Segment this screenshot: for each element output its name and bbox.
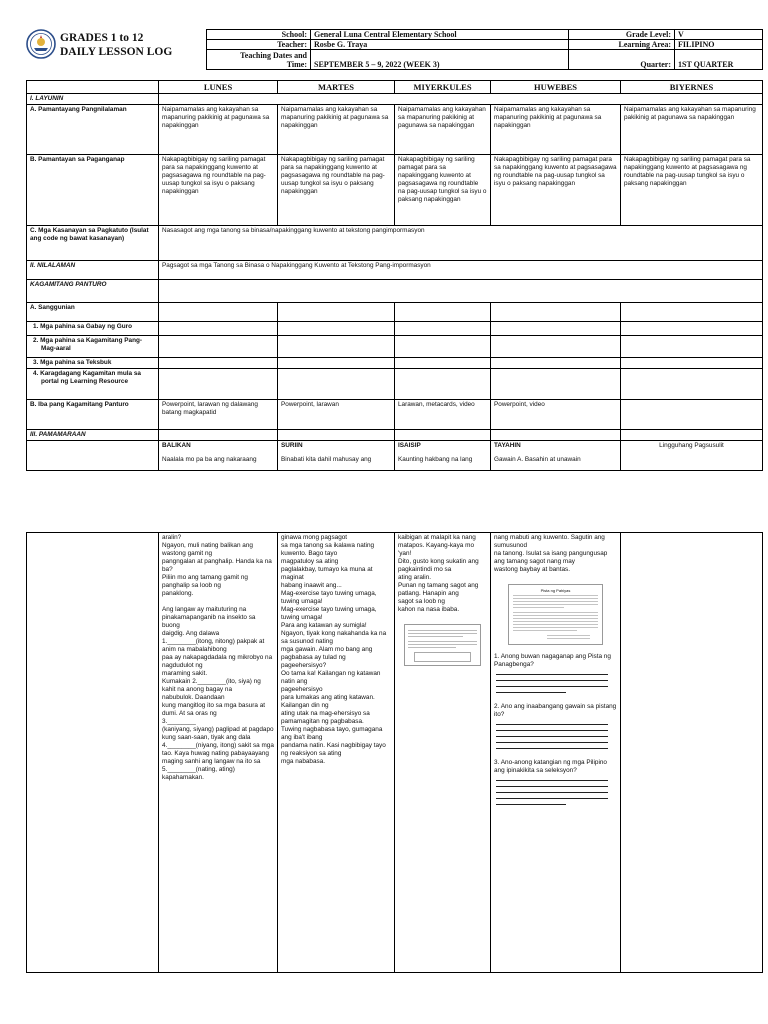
phase-biyernes-title: Lingguhang Pagsusulit xyxy=(659,442,724,449)
kagamitang-mag-aaral-label: 2. Mga pahina sa Kagamitang Pang-Mag-aaral xyxy=(27,336,159,358)
cell xyxy=(621,430,763,441)
pamamaraan-heading: III. PAMAMARAAN xyxy=(27,430,159,441)
b-biyernes: Nakapagbibigay ng sariling pamagat para sa napakinggang kuwento at pagsasagawa ng roundtable na pag-uusap tungkol sa isyu o paksang napakinggan xyxy=(621,155,763,226)
form-title-line1: GRADES 1 to 12 xyxy=(60,32,144,44)
cont-huwebes-text: nang mabuti ang kuwento. Sagutin ang sumusunod na tanong. Isulat sa isang pangungusap ang tamang sagot nang may wastong baybay at bantas. xyxy=(494,534,608,573)
phase-lunes-text: Naalala mo pa ba ang nakaraang xyxy=(162,456,257,463)
phase-lunes-title: BALIKAN xyxy=(162,442,191,449)
grade-label: Grade Level: xyxy=(569,30,675,40)
header-table xyxy=(206,29,763,70)
day-martes: MARTES xyxy=(278,81,395,94)
phase-biyernes xyxy=(621,441,763,471)
question-3: 3. Ano-anong katangian ng mga Pilipino ang ipinakikita sa seleksyon? xyxy=(494,759,607,774)
area-value: FILIPINO xyxy=(675,40,763,50)
phase-martes xyxy=(278,441,395,471)
cell xyxy=(491,322,621,336)
nilalaman-heading: II. NILALAMAN xyxy=(27,261,159,280)
iba-huwebes: Powerpoint, video xyxy=(491,400,621,430)
cell xyxy=(278,430,395,441)
dates-label-line2: Time: xyxy=(286,59,307,69)
kagamitan-empty xyxy=(159,280,763,303)
layunin-heading: I. LAYUNIN xyxy=(27,94,159,105)
cont-martes: ginawa mong pagsagot sa mga tanong sa ikalawa nating kuwento. Bago tayo magpatuloy sa ating paglalakbay, tumayo ka muna at maginat habang inaawit ang... Mag-exercise tayo tuwing umaga, tuwing umaga! Mag-exercise tayo tuwing umaga, tuwing umaga! Para ang katawan ay sumigla! Ngayon, tiyak kong nakahanda ka na sa susunod nating mga gawain. Alam mo bang ang pagbabasa ay tulad ng pageehersisyo? Oo tama ka! Kailangan ng katawan natin ang pageehersisyo para lumakas ang ating katawan. Kailangan din ng ating utak na mag-ehersisyo sa pamamagitan ng pagbabasa. Tuwing nagbabasa tayo, gumagana ang iba't ibang pandama natin. Kasi nagbibigay tayo ng reaksiyon sa ating mga nababasa. xyxy=(278,533,395,973)
cont-miyerkules xyxy=(395,533,491,973)
day-header-row xyxy=(27,81,763,94)
sanggunian-label: A. Sanggunian xyxy=(27,303,159,322)
gabay-guro-label: 1. Mga pahina sa Gabay ng Guro xyxy=(27,322,159,336)
cell xyxy=(621,336,763,358)
iba-pang-kagamitan-label: B. Iba pang Kagamitang Panturo xyxy=(27,400,159,430)
a-lunes: Naipamamalas ang kakayahan sa mapanuring pakikinig at pagunawa sa napakinggan xyxy=(159,105,278,155)
cell xyxy=(491,336,621,358)
kasanayan-label: C. Mga Kasanayan sa Pagkatuto (Isulat ang code ng bawat kasanayan) xyxy=(27,226,159,261)
continuation-table xyxy=(26,532,763,973)
cell xyxy=(395,358,491,369)
nilalaman-text: Pagsagot sa mga Tanong sa Binasa o Napakinggang Kuwento at Tekstong Pang-impormasyon xyxy=(159,261,763,280)
day-huwebes: HUWEBES xyxy=(491,81,621,94)
dates-label xyxy=(207,50,311,70)
area-label: Learning Area: xyxy=(569,40,675,50)
cell xyxy=(159,303,278,322)
day-lunes: LUNES xyxy=(159,81,278,94)
fill-in-worksheet-image xyxy=(404,624,481,666)
b-huwebes: Nakapagbibigay ng sariling pamagat para sa napakinggang kuwento at pagsasagawa ng roundtable na pag-uusap tungkol sa isyu o paksang napakinggan xyxy=(491,155,621,226)
b-martes: Nakapagbibigay ng sariling pamagat para sa napakinggang kuwento at pagsasagawa ng roundtable na pag-uusap tungkol sa isyu o paksang napakinggan xyxy=(278,155,395,226)
cell xyxy=(491,303,621,322)
cell xyxy=(159,430,278,441)
cell xyxy=(278,369,395,400)
phase-martes-text: Binabati kita dahil mahusay ang xyxy=(281,456,372,463)
cell xyxy=(159,336,278,358)
lesson-log-table xyxy=(26,80,763,471)
cell xyxy=(159,358,278,369)
iba-biyernes xyxy=(621,400,763,430)
iba-martes: Powerpoint, larawan xyxy=(278,400,395,430)
cell xyxy=(395,322,491,336)
answer-lines-2 xyxy=(494,724,617,749)
learning-resource-label: 4. Karagdagang Kagamitan mula sa portal ng Learning Resource xyxy=(27,369,159,400)
cell xyxy=(491,369,621,400)
kasanayan-text: Nasasagot ang mga tanong sa binasa/napakinggang kuwento at tekstong pangimpormasyon xyxy=(159,226,763,261)
cell xyxy=(621,369,763,400)
dates-label-line1: Teaching Dates and xyxy=(240,50,307,60)
cell xyxy=(395,369,491,400)
school-label: School: xyxy=(207,30,311,40)
b-lunes: Nakapagbibigay ng sariling pamagat para sa napakinggang kuwento at pagsasagawa ng roundtable na pag-uusap tungkol sa isyu o paksang napakinggan xyxy=(159,155,278,226)
answer-lines-3 xyxy=(494,780,617,805)
a-biyernes: Naipamamalas ang kakayahan sa mapanuring pakikinig at pagunawa sa napakinggan xyxy=(621,105,763,155)
cell xyxy=(621,322,763,336)
question-1: 1. Anong buwan nagaganap ang Pista ng Panagbenga? xyxy=(494,653,611,668)
cell xyxy=(159,322,278,336)
cell xyxy=(278,336,395,358)
cell xyxy=(159,369,278,400)
kagamitan-heading: KAGAMITANG PANTURO xyxy=(27,280,159,303)
pamantayan-paganganap-label: B. Pamantayan sa Paganganap xyxy=(27,155,159,226)
cell xyxy=(278,303,395,322)
cell xyxy=(395,303,491,322)
cell xyxy=(491,358,621,369)
layunin-empty xyxy=(159,94,763,105)
cell xyxy=(621,358,763,369)
quarter-value: 1ST QUARTER xyxy=(675,50,763,70)
cont-miyerkules-text: kaibigan at malapit ka nang matapos. Kayang-kaya mo 'yan! Dito, gusto kong sukatin ang pagkaintindi mo sa ating aralin. Punan ng tamang sagot ang patlang. Hanapin ang sagot sa loob ng kahon na nasa ibaba. xyxy=(398,534,479,613)
dates-value: SEPTEMBER 5 – 9, 2022 (WEEK 3) xyxy=(311,50,569,70)
passage-title: Pista ng Pahiyas xyxy=(540,588,571,593)
b-miyerkules: Nakapagbibigay ng sariling pamagat para sa napakinggang kuwento at pagsasagawa ng roundtable na pag-uusap tungkol sa isyu o paksang napakinggan xyxy=(395,155,491,226)
continuation-label-cell xyxy=(27,533,159,973)
phase-huwebes-title: TAYAHIN xyxy=(494,442,521,449)
corner-cell xyxy=(27,81,159,94)
grade-value: V xyxy=(675,30,763,40)
answer-lines-1 xyxy=(494,674,617,693)
phase-miyerkules xyxy=(395,441,491,471)
phase-lunes xyxy=(159,441,278,471)
day-biyernes: BIYERNES xyxy=(621,81,763,94)
phase-huwebes xyxy=(491,441,621,471)
teacher-value: Rosbe G. Traya xyxy=(311,40,569,50)
form-title-line2: DAILY LESSON LOG xyxy=(60,46,173,58)
teksbuk-label: 3. Mga pahina sa Teksbuk xyxy=(27,358,159,369)
a-huwebes: Naipamamalas ang kakayahan sa mapanuring pakikinig at pagunawa sa napakinggan xyxy=(491,105,621,155)
phase-miyerkules-text: Kaunting hakbang na lang xyxy=(398,456,473,463)
reading-passage-image xyxy=(508,584,603,645)
pamamaraan-empty xyxy=(27,441,159,471)
cont-lunes: aralin? Ngayon, muli nating balikan ang wastong gamit ng pangngalan at panghalip. Handa ka na ba? Piliin mo ang tamang gamit ng panghalip sa loob ng panaklong. Ang langaw ay maituturing na pinakamapanganib na insekto sa buong daigdig. Ang dalawa 1.________(itong, nitong) pakpak at anim na mabalahibong paa ay nakapagdadala ng mikrobyo na nagdudulot ng maraming sakit. Kumakain 2.________(ito, siya) ng kahit na anong bagay na nabubulok. Daandaan kung mangitlog ito sa mga basura at dumi. At sa oras ng 3.________ (kaniyang, siyang) paglipad at pagdapo kung saan-saan, tiyak ang dala 4.________(niyang, itong) sakit sa mga tao. Kaya huwag nating pabayaayang maging sanhi ang langaw na ito sa 5.________(nating, ating) kapahamakan. xyxy=(159,533,278,973)
cont-huwebes xyxy=(491,533,621,973)
cell xyxy=(395,430,491,441)
a-miyerkules: Naipamamalas ang kakayahan sa mapanuring pakikinig at pagunawa sa napakinggan xyxy=(395,105,491,155)
question-2: 2. Ano ang inaabangang gawain sa pistang ito? xyxy=(494,703,617,718)
phase-martes-title: SURIIN xyxy=(281,442,303,449)
cell xyxy=(278,358,395,369)
school-value: General Luna Central Elementary School xyxy=(311,30,569,40)
cell xyxy=(278,322,395,336)
iba-miyerkules: Larawan, metacards, video xyxy=(395,400,491,430)
a-martes: Naipamamalas ang kakayahan sa mapanuring pakikinig at pagunawa sa napakinggan xyxy=(278,105,395,155)
cell xyxy=(395,336,491,358)
phase-miyerkules-title: ISAISIP xyxy=(398,442,421,449)
teacher-label: Teacher: xyxy=(207,40,311,50)
phase-huwebes-text: Gawain A. Basahin at unawain xyxy=(494,456,581,463)
cell xyxy=(491,430,621,441)
pamantayan-pangnilalaman-label: A. Pamantayang Pangnilalaman xyxy=(27,105,159,155)
cont-biyernes xyxy=(621,533,763,973)
form-title xyxy=(60,31,172,59)
day-miyerkules: MIYERKULES xyxy=(395,81,491,94)
iba-lunes: Powerpoint, larawan ng dalawang batang magkapatid xyxy=(159,400,278,430)
quarter-label: Quarter: xyxy=(569,50,675,70)
cell xyxy=(621,303,763,322)
deped-seal-icon xyxy=(26,29,56,59)
